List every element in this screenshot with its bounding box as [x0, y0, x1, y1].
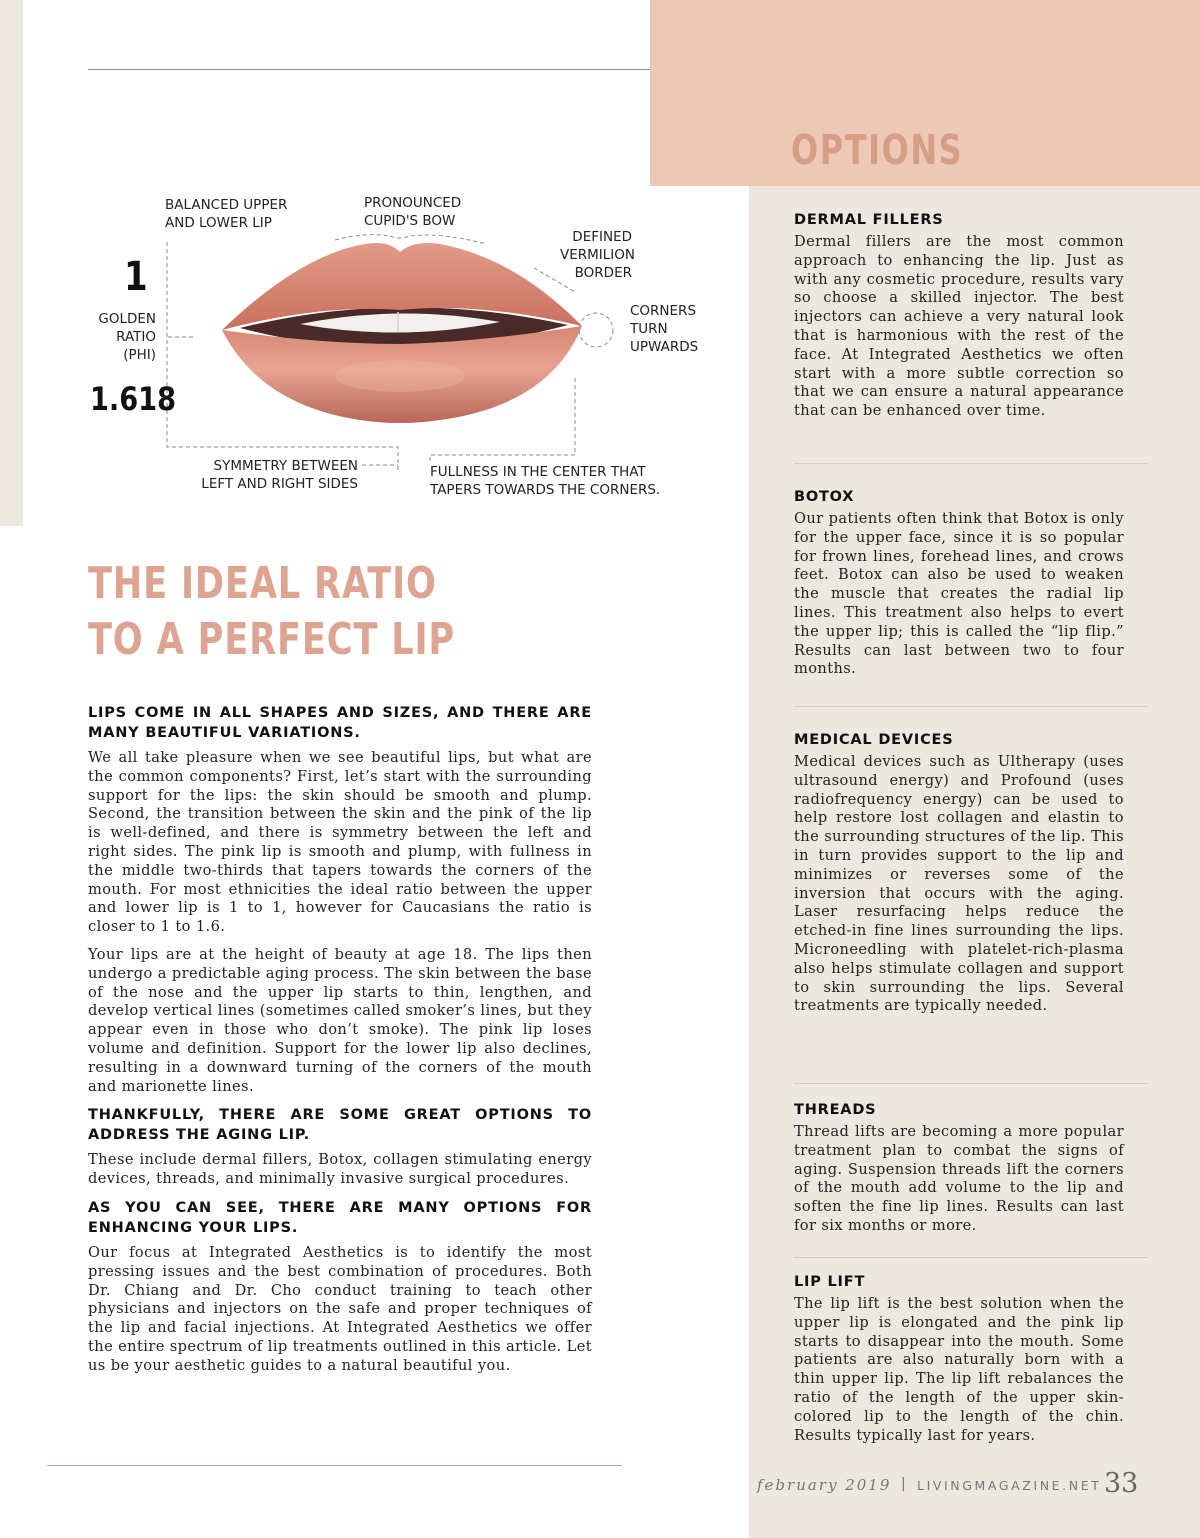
- option-heading: LIP LIFT: [794, 1274, 866, 1290]
- option-divider: [794, 1257, 1148, 1258]
- article-headline: [88, 556, 648, 668]
- option-heading: BOTOX: [794, 489, 855, 505]
- option-text: The lip lift is the best solution when the upper lip is elongated and the pink lip starts to disappear into the mouth. Some patients are also naturally born with a thin upper lip. The lip lift rebalances the ratio of the length of the upper skin-colored lip to the length of the chin. Results typically last for years.: [794, 1295, 1124, 1444]
- headline-line-2: TO A PERFECT LIP: [88, 614, 455, 665]
- label-symmetry: SYMMETRY BETWEEN LEFT AND RIGHT SIDES: [201, 458, 358, 492]
- label-corners-upwards: CORNERS TURN UPWARDS: [630, 303, 699, 355]
- label-vermilion-border: DEFINED VERMILION BORDER: [560, 229, 636, 281]
- option-text: Our patients often think that Botox is only for the upper face, since it is so popular for frown lines, forehead lines, and crows feet. Botox can also be used to weaken the muscle that creates the radial lip lines. This treatment also helps to evert the upper lip; this is called the “lip flip.” Results can last between two to four months.: [794, 510, 1124, 678]
- subhead-options: THANKFULLY, THERE ARE SOME GREAT OPTIONS TO ADDRESS THE AGING LIP.: [88, 1107, 592, 1144]
- page-footer: [757, 1468, 1147, 1502]
- label-balanced-lips: BALANCED UPPER AND LOWER LIP: [165, 197, 288, 231]
- option-botox: [794, 489, 1124, 679]
- option-text: Dermal fillers are the most common approach to enhancing the lip. Just as with any cosmetic procedure, results vary so choose a skilled injector. The best injectors can achieve a very natural look that is harmonious with the rest of the face. At Integrated Aesthetics we often start with a more subtle correction so that we can ensure a natural appearance that can be enhanced over time.: [794, 233, 1124, 420]
- footer-website: LIVINGMAGAZINE.NET: [917, 1478, 1102, 1493]
- label-cupids-bow: PRONOUNCED CUPID'S BOW: [364, 195, 462, 229]
- option-dermal-fillers: [794, 212, 1124, 421]
- paragraph-focus: Our focus at Integrated Aesthetics is to identify the most pressing issues and the best combination of procedures. Both Dr. Chiang and Dr. Cho conduct training to teach other physicians and injectors on the safe and proper techniques of the lip and facial injections. At Integrated Aesthetics we offer the entire spectrum of lip treatments outlined in this article. Let us be your aesthetic guides to a natural beautiful you.: [88, 1243, 592, 1374]
- option-threads: [794, 1102, 1124, 1236]
- page-number: 33: [1104, 1468, 1139, 1499]
- subhead-enhancing: AS YOU CAN SEE, THERE ARE MANY OPTIONS FOR ENHANCING YOUR LIPS.: [88, 1199, 592, 1236]
- paragraph-aging: Your lips are at the height of beauty at age 18. The lips then undergo a predictable aging process. The skin between the base of the nose and the upper lip starts to thin, lengthen, and develop vertical lines (sometimes called smoker’s lines, but they appear even in those who don’t smoke). The pink lip loses volume and definition. Support for the lower lip also declines, resulting in a downward turning of the corners of the mouth and marionette lines.: [88, 945, 592, 1095]
- option-divider: [794, 1083, 1148, 1084]
- ratio-bottom-number: 1.618: [90, 380, 177, 418]
- footer-separator: |: [901, 1476, 906, 1492]
- ratio-top-number: 1: [124, 254, 148, 300]
- lip-diagram: [0, 180, 720, 520]
- article-body: [88, 703, 592, 1385]
- option-divider: [794, 463, 1148, 464]
- footer-issue-date: february 2019: [757, 1476, 892, 1494]
- option-heading: THREADS: [794, 1102, 877, 1118]
- option-heading: DERMAL FILLERS: [794, 212, 944, 228]
- paragraph-components: We all take pleasure when we see beautiful lips, but what are the common components? First, let’s start with the surrounding support for the lips: the skin should be smooth and plump. Second, the transition between the skin and the pink of the lip is well-defined, and there is symmetry between the left and right sides. The pink lip is smooth and plump, with fullness in the middle two-thirds that tapers towards the corners of the mouth. For most ethnicities the ideal ratio between the upper and lower lip is 1 to 1, however for Caucasians the ratio is closer to 1 to 1.6.: [88, 749, 592, 936]
- headline-line-1: THE IDEAL RATIO: [88, 558, 437, 609]
- option-text: Medical devices such as Ultherapy (uses ultrasound energy) and Profound (uses radiofrequency energy) can be used to help restore lost collagen and elastin to the surrounding structures of the lip. This in turn provides support to the lip and minimizes or reverses some of the inversion that occurs with the aging. Laser resurfacing helps reduce the etched-in fine lines surrounding the lips. Microneedling with platelet-rich-plasma also helps stimulate collagen and support to skin surrounding the lips. Several treatments are typically needed.: [794, 753, 1124, 1015]
- options-title: OPTIONS: [791, 126, 964, 174]
- option-heading: MEDICAL DEVICES: [794, 732, 954, 748]
- option-divider: [794, 706, 1148, 707]
- option-medical-devices: [794, 732, 1124, 1016]
- option-lip-lift: [794, 1274, 1124, 1445]
- paragraph-treatments: These include dermal fillers, Botox, collagen stimulating energy devices, threads, and minimally invasive surgical procedures.: [88, 1151, 592, 1188]
- top-divider: [88, 69, 650, 70]
- subhead-shapes: LIPS COME IN ALL SHAPES AND SIZES, AND THERE ARE MANY BEAUTIFUL VARIATIONS.: [88, 705, 592, 741]
- label-golden-ratio: GOLDEN RATIO (PHI): [98, 311, 156, 363]
- label-fullness: FULLNESS IN THE CENTER THAT TAPERS TOWARDS THE CORNERS.: [430, 464, 661, 498]
- bottom-divider: [47, 1465, 622, 1466]
- option-text: Thread lifts are becoming a more popular treatment plan to combat the signs of aging. Suspension threads lift the corners of the mouth add volume to the lip and soften the fine lip lines. Results can last for six months or more.: [794, 1123, 1124, 1234]
